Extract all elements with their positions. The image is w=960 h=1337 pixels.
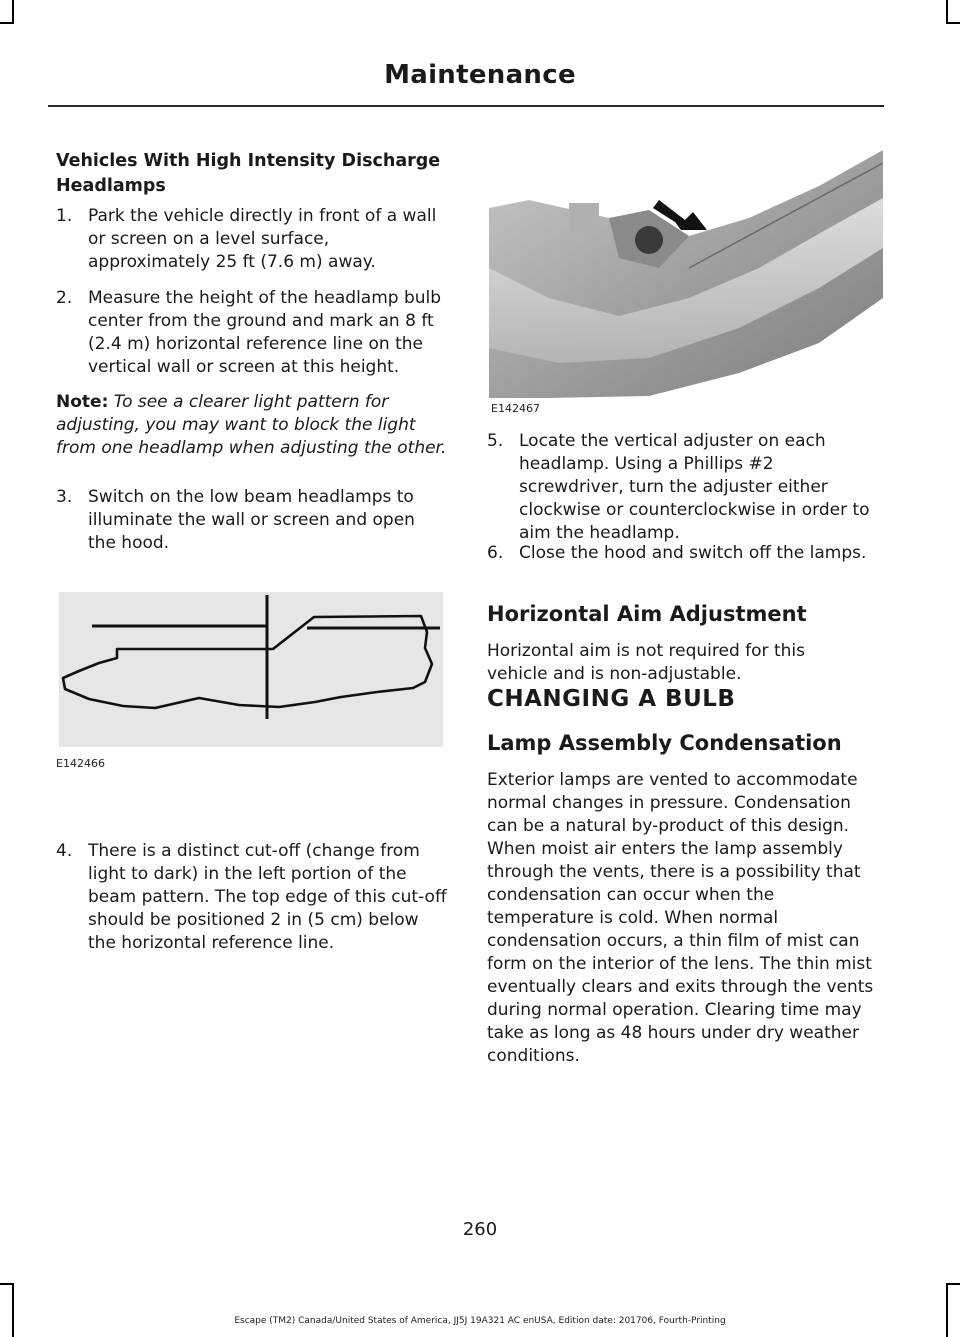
- step-number: 3.: [56, 487, 73, 507]
- headlamp-illustration: [489, 148, 883, 398]
- step-3: [56, 486, 448, 556]
- page-title: Maintenance: [384, 60, 576, 90]
- step-text: Measure the height of the headlamp bulb center from the ground and mark an 8 ft (2.4 m) horizontal reference line on the vertical wall or screen at this height.: [88, 288, 442, 377]
- step-number: 4.: [56, 841, 73, 861]
- step-4: [56, 840, 448, 970]
- section-heading-hid: Vehicles With High Intensity Discharge Headlamps: [56, 151, 441, 196]
- note-label: Note:: [56, 392, 109, 412]
- step-1: [56, 205, 448, 275]
- step-number: 1.: [56, 206, 73, 226]
- step-number: 2.: [56, 288, 73, 308]
- step-text: Switch on the low beam headlamps to illuminate the wall or screen and open the hood.: [88, 487, 415, 553]
- step-5: [487, 430, 882, 543]
- crop-mark-bottom-right-h: [946, 1283, 960, 1285]
- note: [56, 391, 448, 460]
- crop-mark-top-left-h: [0, 22, 14, 24]
- horizontal-aim-text: Horizontal aim is not required for this vehicle and is non-adjustable.: [487, 641, 805, 684]
- figure-code: E142466: [56, 757, 105, 770]
- beam-pattern-illustration: [59, 592, 443, 747]
- header-divider: [48, 105, 884, 107]
- page-number: 260: [462, 1219, 498, 1240]
- section-heading-condensation: Lamp Assembly Condensation: [487, 731, 842, 755]
- crop-mark-bottom-right-v: [946, 1283, 948, 1337]
- step-2: [56, 287, 448, 382]
- condensation-text: Exterior lamps are vented to accommodate normal changes in pressure. Condensation can be a natural by-product of this design. When moist air enters the lamp assembly through the vents, there is a possibility that condensation can occur when the temperature is cold. When normal condensation occurs, a thin film of mist can form on the interior of the lens. The thin mist eventually clears and exits through the vents during normal operation. Clearing time may take as long as 48 hours under dry weather conditions.: [487, 770, 874, 1066]
- note-text: To see a clearer light pattern for adjusting, you may want to block the light from one headlamp when adjusting the other.: [56, 392, 447, 458]
- crop-mark-bottom-left-v: [12, 1283, 14, 1337]
- step-text: Close the hood and switch off the lamps.: [519, 543, 867, 563]
- connector-housing: [569, 203, 599, 233]
- crop-mark-top-left-v: [12, 0, 14, 24]
- figure-code: E142467: [491, 402, 540, 415]
- crop-mark-bottom-left-h: [0, 1283, 14, 1285]
- section-heading-horizontal-aim: Horizontal Aim Adjustment: [487, 602, 807, 626]
- step-number: 6.: [487, 543, 504, 563]
- footer-text: Escape (TM2) Canada/United States of America, JJ5J 19A321 AC enUSA, Edition date: 201706, Fourth-Printing: [234, 1316, 726, 1326]
- step-text: Locate the vertical adjuster on each headlamp. Using a Phillips #2 screwdriver, turn the adjuster either clockwise or counterclockwise in order to aim the headlamp.: [519, 431, 870, 543]
- step-6: [487, 542, 882, 590]
- step-text: Park the vehicle directly in front of a wall or screen on a level surface, approximately 25 ft (7.6 m) away.: [88, 206, 437, 272]
- chapter-heading-changing-bulb: CHANGING A BULB: [487, 686, 736, 712]
- vertical-adjuster: [635, 226, 663, 254]
- step-number: 5.: [487, 431, 504, 451]
- step-text: There is a distinct cut-off (change from light to dark) in the left portion of the beam pattern. The top edge of this cut-off should be positioned 2 in (5 cm) below the horizontal reference line.: [88, 841, 447, 953]
- crop-mark-top-right-h: [946, 22, 960, 24]
- crop-mark-top-right-v: [946, 0, 948, 24]
